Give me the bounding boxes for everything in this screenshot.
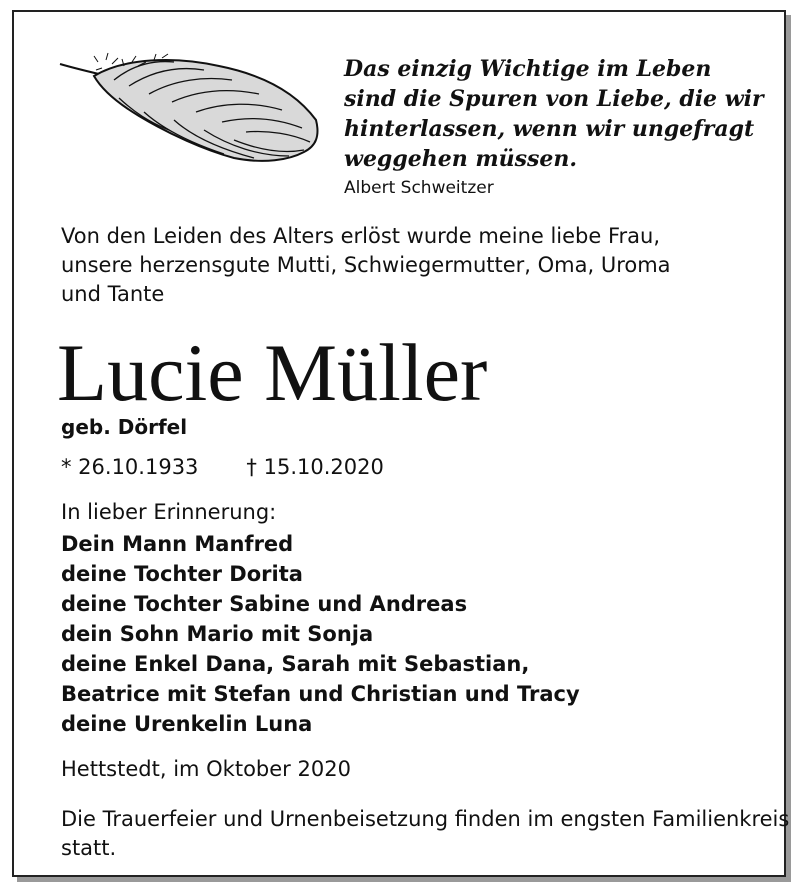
quote-line: hinterlassen, wenn wir ungefragt (344, 116, 755, 142)
funeral-notice: Die Trauerfeier und Urnenbeisetzung finden im engsten Familienkreis statt. (61, 807, 790, 860)
memory-label: In lieber Erinnerung: (61, 500, 277, 524)
intro-line: Von den Leiden des Alters erlöst wurde meine liebe Frau, (61, 224, 661, 248)
intro-line: unsere herzensgute Mutti, Schwiegermutter, Oma, Uroma (61, 253, 671, 277)
mourner-line: deine Urenkelin Luna (61, 712, 313, 736)
quote-line: sind die Spuren von Liebe, die wir (344, 86, 764, 112)
quote (344, 54, 784, 174)
intro-line: und Tante (61, 282, 165, 306)
mourner-line: deine Tochter Sabine und Andreas (61, 592, 468, 616)
mourner-line: deine Enkel Dana, Sarah mit Sebastian, (61, 652, 530, 676)
mourner-line: Beatrice mit Stefan und Christian und Tracy (61, 682, 580, 706)
quote-line: weggehen müssen. (344, 146, 578, 172)
mourner-line: Dein Mann Manfred (61, 532, 294, 556)
mourner-line: dein Sohn Mario mit Sonja (61, 622, 374, 646)
birth-name: geb. Dörfel (61, 415, 188, 439)
quote-line: Das einzig Wichtige im Leben (344, 56, 712, 82)
place-date: Hettstedt, im Oktober 2020 (61, 757, 351, 781)
quote-author: Albert Schweitzer (344, 178, 494, 198)
feather-icon (54, 50, 324, 170)
birth-date: * 26.10.1933 (61, 455, 199, 479)
deceased-name: Lucie Müller (57, 327, 488, 418)
mourner-line: deine Tochter Dorita (61, 562, 303, 586)
intro-text (61, 222, 791, 309)
mourners-list (61, 529, 580, 739)
life-dates (61, 455, 384, 479)
obituary-frame (12, 10, 790, 877)
death-date: † 15.10.2020 (246, 455, 384, 479)
